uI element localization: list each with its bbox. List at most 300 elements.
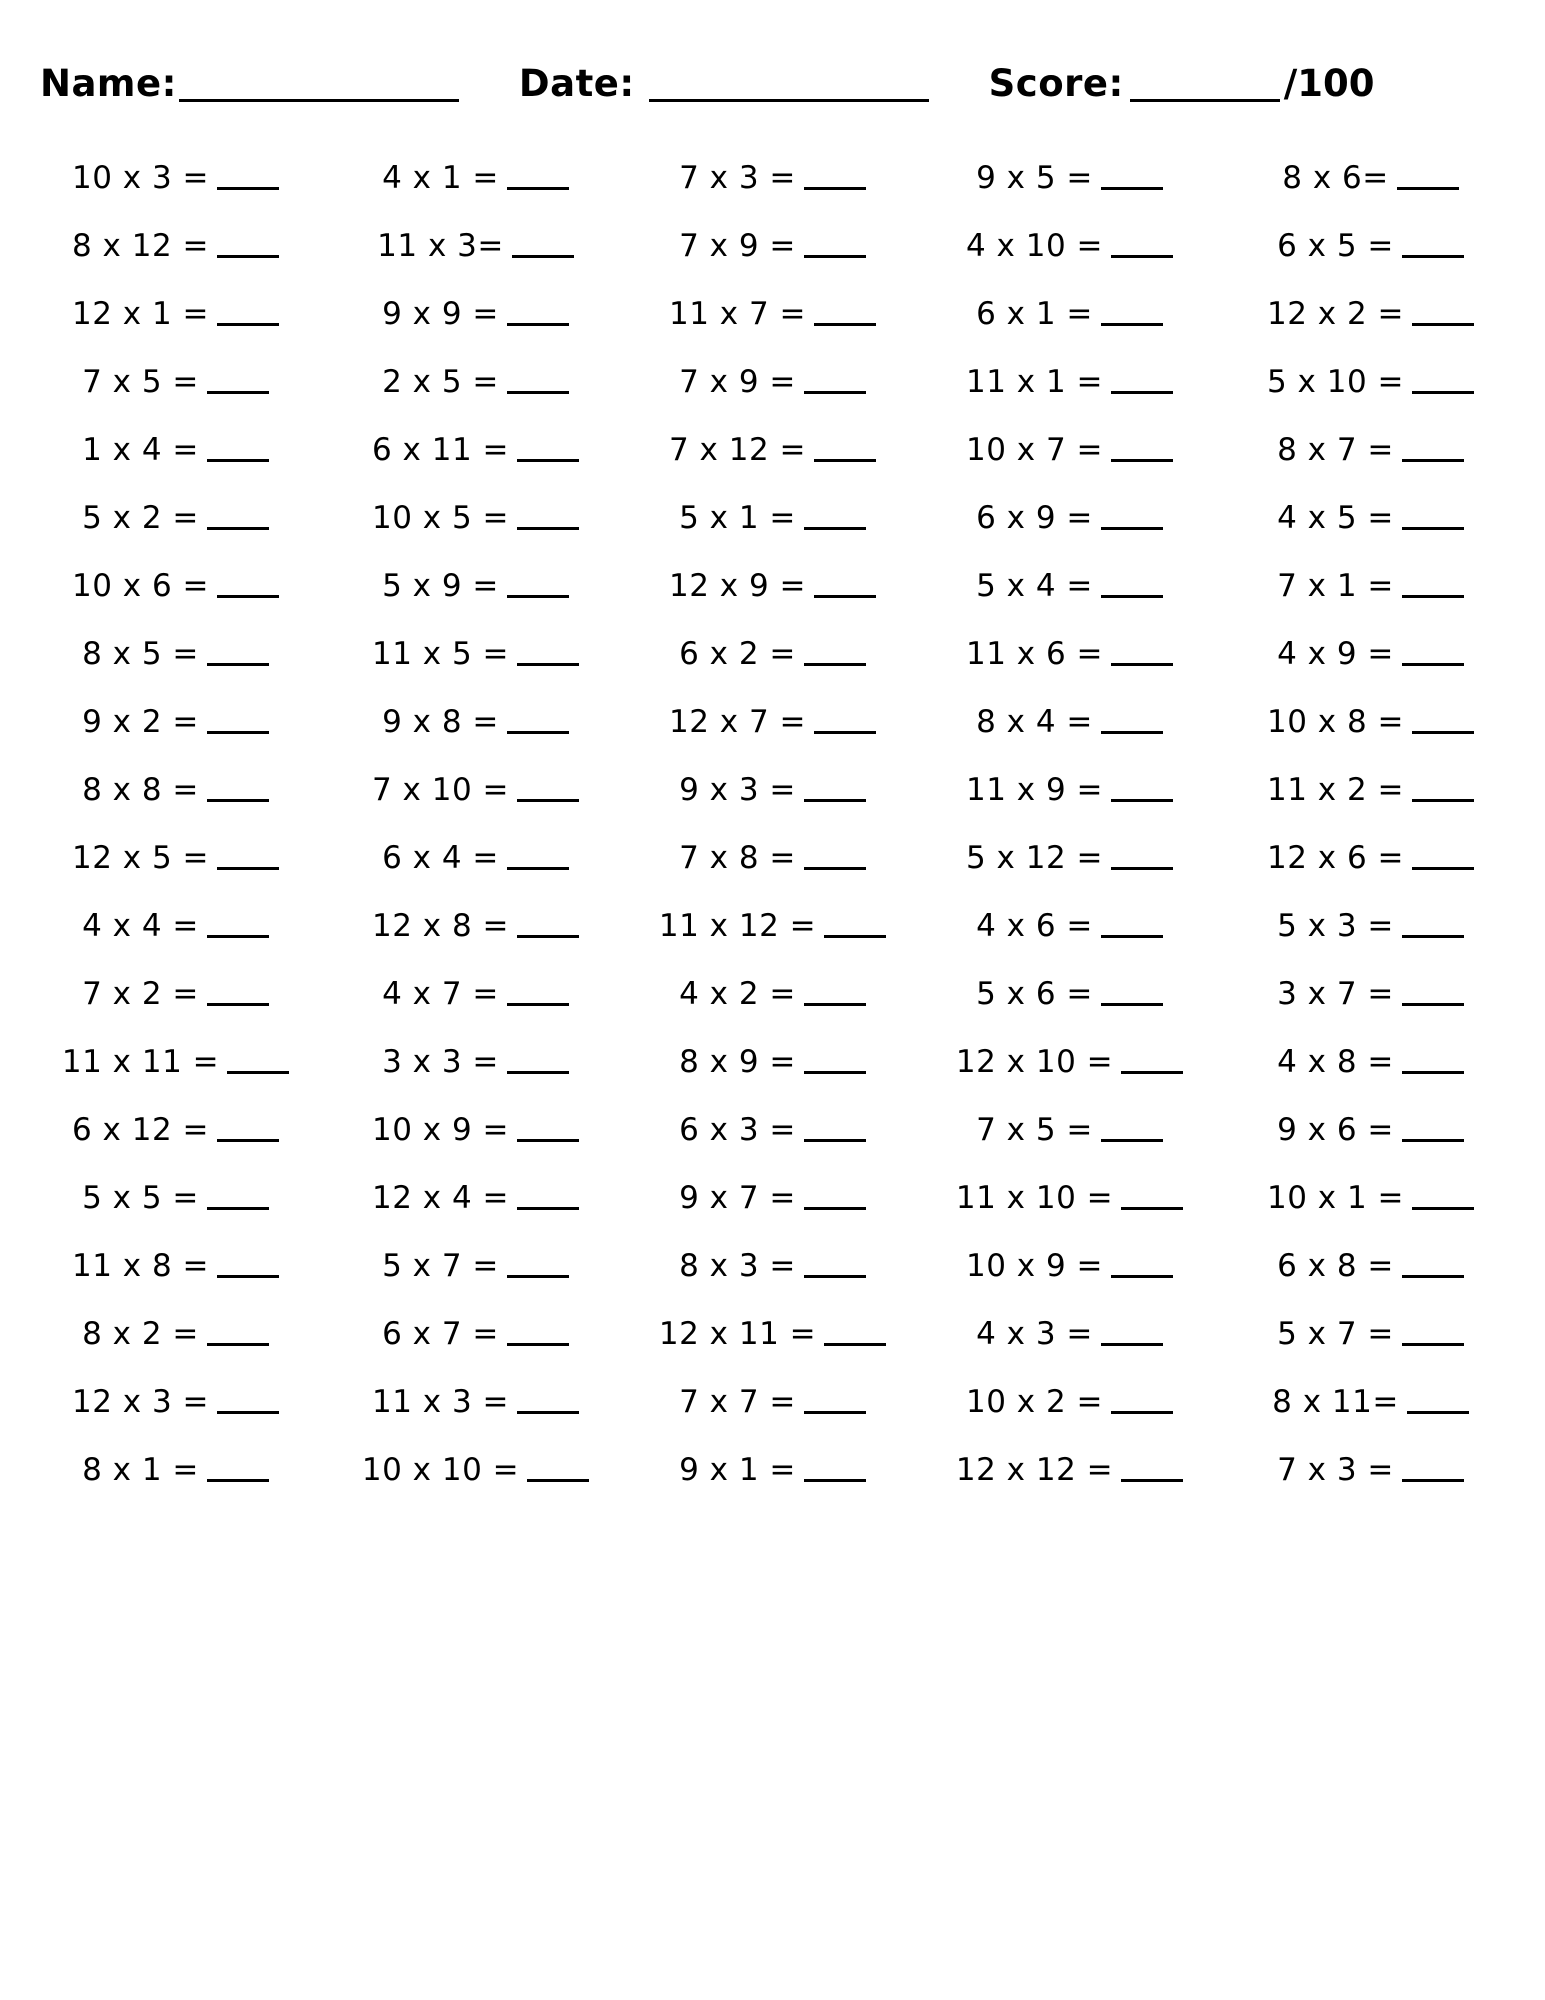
problem-expression: 4 x 10 =	[965, 227, 1104, 264]
answer-blank[interactable]	[1121, 1459, 1183, 1482]
problem-cell	[921, 1436, 1218, 1504]
answer-blank[interactable]	[804, 167, 866, 190]
answer-blank[interactable]	[512, 235, 574, 258]
name-label: Name:	[40, 62, 177, 105]
answer-blank[interactable]	[507, 983, 569, 1006]
problem-cell	[327, 1096, 624, 1164]
date-field[interactable]	[518, 62, 929, 105]
problem-cell	[1218, 1368, 1515, 1436]
answer-blank[interactable]	[507, 371, 569, 394]
answer-blank[interactable]	[217, 235, 279, 258]
answer-blank[interactable]	[207, 1187, 269, 1210]
problem-expression: 4 x 8 =	[1277, 1043, 1394, 1080]
problem-cell	[327, 892, 624, 960]
score-input-line[interactable]	[1130, 65, 1280, 102]
answer-blank[interactable]	[1111, 1391, 1173, 1414]
problem-expression: 10 x 2 =	[965, 1383, 1104, 1420]
answer-blank[interactable]	[507, 847, 569, 870]
problem-expression: 7 x 9 =	[679, 363, 796, 400]
problem-cell	[30, 416, 327, 484]
problem-cell	[921, 960, 1218, 1028]
problem-expression: 10 x 9 =	[371, 1111, 510, 1148]
problem-expression: 4 x 5 =	[1277, 499, 1394, 536]
problem-expression: 12 x 1 =	[71, 295, 210, 332]
problem-cell	[624, 1096, 921, 1164]
problem-cell	[624, 1368, 921, 1436]
problem-expression: 8 x 1 =	[82, 1451, 199, 1488]
answer-blank[interactable]	[507, 1323, 569, 1346]
problem-expression: 8 x 9 =	[679, 1043, 796, 1080]
answer-blank[interactable]	[1412, 847, 1474, 870]
answer-blank[interactable]	[1402, 915, 1464, 938]
problem-cell	[30, 144, 327, 212]
answer-blank[interactable]	[207, 711, 269, 734]
problem-cell	[921, 688, 1218, 756]
problem-expression: 8 x 8 =	[82, 771, 199, 808]
problem-cell	[1218, 1300, 1515, 1368]
answer-blank[interactable]	[804, 1051, 866, 1074]
answer-blank[interactable]	[217, 575, 279, 598]
problem-cell	[624, 688, 921, 756]
problem-expression: 5 x 9 =	[382, 567, 499, 604]
answer-blank[interactable]	[1111, 1255, 1173, 1278]
problem-cell	[624, 824, 921, 892]
answer-blank[interactable]	[804, 1459, 866, 1482]
answer-blank[interactable]	[207, 439, 269, 462]
answer-blank[interactable]	[804, 1119, 866, 1142]
answer-blank[interactable]	[517, 915, 579, 938]
problem-expression: 11 x 9 =	[965, 771, 1104, 808]
problem-expression: 11 x 1 =	[965, 363, 1104, 400]
problem-expression: 10 x 5 =	[371, 499, 510, 536]
answer-blank[interactable]	[804, 847, 866, 870]
answer-blank[interactable]	[507, 711, 569, 734]
score-field[interactable]	[988, 62, 1375, 105]
problem-expression: 7 x 5 =	[976, 1111, 1093, 1148]
problem-expression: 7 x 8 =	[679, 839, 796, 876]
problem-cell	[30, 1368, 327, 1436]
problem-cell	[30, 1164, 327, 1232]
score-label: Score:	[988, 62, 1124, 105]
answer-blank[interactable]	[207, 643, 269, 666]
answer-blank[interactable]	[207, 371, 269, 394]
problem-expression: 4 x 4 =	[82, 907, 199, 944]
problem-expression: 5 x 4 =	[976, 567, 1093, 604]
problem-cell	[624, 416, 921, 484]
problem-expression: 12 x 4 =	[371, 1179, 510, 1216]
answer-blank[interactable]	[1412, 371, 1474, 394]
problem-expression: 10 x 8 =	[1266, 703, 1405, 740]
answer-blank[interactable]	[1402, 1459, 1464, 1482]
answer-blank[interactable]	[207, 779, 269, 802]
answer-blank[interactable]	[1412, 1187, 1474, 1210]
answer-blank[interactable]	[804, 983, 866, 1006]
problem-expression: 9 x 9 =	[382, 295, 499, 332]
problem-cell	[327, 824, 624, 892]
problem-expression: 4 x 2 =	[679, 975, 796, 1012]
problem-expression: 8 x 6=	[1282, 159, 1389, 196]
answer-blank[interactable]	[217, 847, 279, 870]
answer-blank[interactable]	[1101, 575, 1163, 598]
problem-expression: 9 x 1 =	[679, 1451, 796, 1488]
answer-blank[interactable]	[217, 1391, 279, 1414]
answer-blank[interactable]	[207, 1323, 269, 1346]
problem-expression: 9 x 5 =	[976, 159, 1093, 196]
problem-cell	[327, 280, 624, 348]
answer-blank[interactable]	[1111, 235, 1173, 258]
answer-blank[interactable]	[507, 1051, 569, 1074]
answer-blank[interactable]	[1402, 575, 1464, 598]
problem-expression: 5 x 3 =	[1277, 907, 1394, 944]
answer-blank[interactable]	[1402, 235, 1464, 258]
problem-expression: 6 x 4 =	[382, 839, 499, 876]
answer-blank[interactable]	[207, 915, 269, 938]
problem-expression: 5 x 10 =	[1266, 363, 1405, 400]
answer-blank[interactable]	[217, 303, 279, 326]
problem-cell	[624, 1436, 921, 1504]
answer-blank[interactable]	[1412, 711, 1474, 734]
answer-blank[interactable]	[207, 1459, 269, 1482]
answer-blank[interactable]	[804, 1391, 866, 1414]
problem-cell	[30, 960, 327, 1028]
problem-expression: 8 x 12 =	[71, 227, 210, 264]
problem-expression: 4 x 9 =	[1277, 635, 1394, 672]
answer-blank[interactable]	[507, 303, 569, 326]
problem-expression: 8 x 3 =	[679, 1247, 796, 1284]
problem-cell	[30, 688, 327, 756]
answer-blank[interactable]	[1402, 507, 1464, 530]
problem-cell	[624, 552, 921, 620]
answer-blank[interactable]	[517, 507, 579, 530]
problem-expression: 11 x 12 =	[658, 907, 817, 944]
problem-expression: 11 x 3=	[377, 227, 504, 264]
answer-blank[interactable]	[1407, 1391, 1469, 1414]
problem-cell	[921, 1164, 1218, 1232]
problem-expression: 9 x 3 =	[679, 771, 796, 808]
answer-blank[interactable]	[1402, 983, 1464, 1006]
problem-expression: 10 x 9 =	[965, 1247, 1104, 1284]
answer-blank[interactable]	[217, 1255, 279, 1278]
problem-expression: 8 x 2 =	[82, 1315, 199, 1352]
problem-cell	[624, 1232, 921, 1300]
problem-expression: 8 x 4 =	[976, 703, 1093, 740]
problem-expression: 7 x 12 =	[668, 431, 807, 468]
problem-expression: 12 x 8 =	[371, 907, 510, 944]
answer-blank[interactable]	[1121, 1051, 1183, 1074]
answer-blank[interactable]	[814, 575, 876, 598]
problem-cell	[327, 960, 624, 1028]
problem-cell	[30, 280, 327, 348]
answer-blank[interactable]	[527, 1459, 589, 1482]
problem-expression: 12 x 10 =	[955, 1043, 1114, 1080]
answer-blank[interactable]	[217, 1119, 279, 1142]
date-input-line[interactable]	[649, 65, 929, 102]
problem-expression: 5 x 1 =	[679, 499, 796, 536]
answer-blank[interactable]	[507, 1255, 569, 1278]
problem-expression: 4 x 6 =	[976, 907, 1093, 944]
problem-expression: 10 x 3 =	[71, 159, 210, 196]
answer-blank[interactable]	[1111, 439, 1173, 462]
problem-expression: 5 x 7 =	[1277, 1315, 1394, 1352]
problem-cell	[624, 212, 921, 280]
problem-expression: 6 x 9 =	[976, 499, 1093, 536]
problem-cell	[1218, 688, 1515, 756]
problem-cell	[1218, 1436, 1515, 1504]
answer-blank[interactable]	[1101, 303, 1163, 326]
problem-cell	[921, 1096, 1218, 1164]
problem-expression: 11 x 6 =	[965, 635, 1104, 672]
problem-cell	[1218, 484, 1515, 552]
problem-cell	[327, 1436, 624, 1504]
problem-cell	[327, 416, 624, 484]
problem-cell	[1218, 892, 1515, 960]
answer-blank[interactable]	[804, 371, 866, 394]
answer-blank[interactable]	[1101, 915, 1163, 938]
problem-expression: 6 x 5 =	[1277, 227, 1394, 264]
answer-blank[interactable]	[517, 779, 579, 802]
problem-cell	[921, 756, 1218, 824]
answer-blank[interactable]	[1402, 1255, 1464, 1278]
problem-expression: 12 x 11 =	[658, 1315, 817, 1352]
problem-cell	[624, 484, 921, 552]
problem-cell	[327, 1164, 624, 1232]
answer-blank[interactable]	[824, 1323, 886, 1346]
problem-cell	[30, 756, 327, 824]
answer-blank[interactable]	[1101, 1323, 1163, 1346]
problem-cell	[1218, 280, 1515, 348]
worksheet-header	[30, 22, 1515, 105]
problem-expression: 2 x 5 =	[382, 363, 499, 400]
problem-cell	[1218, 348, 1515, 416]
problem-cell	[327, 1028, 624, 1096]
answer-blank[interactable]	[804, 507, 866, 530]
problem-expression: 12 x 7 =	[668, 703, 807, 740]
answer-blank[interactable]	[517, 643, 579, 666]
problem-cell	[921, 416, 1218, 484]
problem-cell	[1218, 756, 1515, 824]
problem-cell	[30, 824, 327, 892]
problem-expression: 8 x 5 =	[82, 635, 199, 672]
name-input-line[interactable]	[179, 65, 459, 102]
problem-expression: 9 x 6 =	[1277, 1111, 1394, 1148]
problem-cell	[921, 1232, 1218, 1300]
answer-blank[interactable]	[517, 1187, 579, 1210]
problem-cell	[30, 212, 327, 280]
problem-expression: 9 x 7 =	[679, 1179, 796, 1216]
answer-blank[interactable]	[507, 167, 569, 190]
answer-blank[interactable]	[207, 507, 269, 530]
problem-cell	[327, 620, 624, 688]
answer-blank[interactable]	[814, 711, 876, 734]
problem-expression: 4 x 3 =	[976, 1315, 1093, 1352]
problem-expression: 8 x 11=	[1272, 1383, 1399, 1420]
problem-cell	[1218, 824, 1515, 892]
answer-blank[interactable]	[814, 439, 876, 462]
answer-blank[interactable]	[1101, 983, 1163, 1006]
problem-cell	[624, 280, 921, 348]
problem-expression: 12 x 9 =	[668, 567, 807, 604]
problem-cell	[921, 552, 1218, 620]
problem-expression: 10 x 7 =	[965, 431, 1104, 468]
problem-cell	[1218, 1232, 1515, 1300]
problem-expression: 7 x 3 =	[679, 159, 796, 196]
problem-cell	[30, 892, 327, 960]
answer-blank[interactable]	[1121, 1187, 1183, 1210]
answer-blank[interactable]	[804, 1187, 866, 1210]
problem-cell	[624, 348, 921, 416]
answer-blank[interactable]	[217, 167, 279, 190]
answer-blank[interactable]	[804, 1255, 866, 1278]
problem-expression: 11 x 11 =	[61, 1043, 220, 1080]
answer-blank[interactable]	[1111, 847, 1173, 870]
problem-expression: 5 x 5 =	[82, 1179, 199, 1216]
problem-expression: 11 x 2 =	[1266, 771, 1405, 808]
problem-expression: 4 x 1 =	[382, 159, 499, 196]
problem-expression: 5 x 7 =	[382, 1247, 499, 1284]
problem-expression: 10 x 10 =	[361, 1451, 520, 1488]
problem-cell	[30, 348, 327, 416]
problem-cell	[327, 212, 624, 280]
problem-expression: 6 x 11 =	[371, 431, 510, 468]
problem-cell	[1218, 212, 1515, 280]
answer-blank[interactable]	[1111, 643, 1173, 666]
problem-cell	[327, 1232, 624, 1300]
answer-blank[interactable]	[1402, 1119, 1464, 1142]
problem-expression: 6 x 3 =	[679, 1111, 796, 1148]
answer-blank[interactable]	[804, 779, 866, 802]
problem-cell	[30, 1300, 327, 1368]
score-total-label: /100	[1283, 62, 1375, 105]
problem-expression: 6 x 2 =	[679, 635, 796, 672]
problem-cell	[30, 1028, 327, 1096]
problem-expression: 11 x 10 =	[955, 1179, 1114, 1216]
answer-blank[interactable]	[1402, 439, 1464, 462]
answer-blank[interactable]	[207, 983, 269, 1006]
problem-expression: 5 x 12 =	[965, 839, 1104, 876]
problem-cell	[1218, 960, 1515, 1028]
problem-cell	[921, 348, 1218, 416]
answer-blank[interactable]	[1101, 711, 1163, 734]
answer-blank[interactable]	[804, 643, 866, 666]
name-field[interactable]	[40, 62, 459, 105]
answer-blank[interactable]	[804, 235, 866, 258]
problem-cell	[921, 1368, 1218, 1436]
problem-expression: 7 x 10 =	[371, 771, 510, 808]
problem-cell	[327, 688, 624, 756]
problem-expression: 6 x 12 =	[71, 1111, 210, 1148]
problem-cell	[30, 1096, 327, 1164]
problem-cell	[30, 620, 327, 688]
problem-cell	[921, 484, 1218, 552]
problem-expression: 7 x 1 =	[1277, 567, 1394, 604]
problem-expression: 10 x 6 =	[71, 567, 210, 604]
problem-expression: 5 x 6 =	[976, 975, 1093, 1012]
date-label: Date:	[518, 62, 635, 105]
problem-cell	[327, 348, 624, 416]
problem-expression: 11 x 3 =	[371, 1383, 510, 1420]
problem-expression: 6 x 8 =	[1277, 1247, 1394, 1284]
problem-expression: 5 x 2 =	[82, 499, 199, 536]
problem-expression: 11 x 5 =	[371, 635, 510, 672]
problem-expression: 12 x 6 =	[1266, 839, 1405, 876]
problem-cell	[327, 552, 624, 620]
problem-expression: 12 x 2 =	[1266, 295, 1405, 332]
answer-blank[interactable]	[1402, 1051, 1464, 1074]
problem-cell	[1218, 1164, 1515, 1232]
answer-blank[interactable]	[1101, 167, 1163, 190]
problem-cell	[1218, 1028, 1515, 1096]
problem-cell	[624, 1164, 921, 1232]
answer-blank[interactable]	[1111, 371, 1173, 394]
problem-expression: 7 x 5 =	[82, 363, 199, 400]
problem-cell	[30, 552, 327, 620]
problem-expression: 7 x 9 =	[679, 227, 796, 264]
answer-blank[interactable]	[1101, 1119, 1163, 1142]
problem-expression: 7 x 2 =	[82, 975, 199, 1012]
problem-expression: 7 x 3 =	[1277, 1451, 1394, 1488]
problem-cell	[327, 1300, 624, 1368]
problem-expression: 9 x 2 =	[82, 703, 199, 740]
problem-cell	[921, 892, 1218, 960]
problem-expression: 11 x 8 =	[71, 1247, 210, 1284]
answer-blank[interactable]	[1412, 779, 1474, 802]
problem-cell	[624, 1300, 921, 1368]
problem-cell	[1218, 416, 1515, 484]
answer-blank[interactable]	[507, 575, 569, 598]
problem-cell	[921, 212, 1218, 280]
problem-expression: 10 x 1 =	[1266, 1179, 1405, 1216]
problem-cell	[1218, 144, 1515, 212]
problem-cell	[921, 1028, 1218, 1096]
problem-expression: 3 x 7 =	[1277, 975, 1394, 1012]
problem-cell	[1218, 1096, 1515, 1164]
problem-expression: 6 x 1 =	[976, 295, 1093, 332]
problem-cell	[921, 280, 1218, 348]
problem-cell	[921, 1300, 1218, 1368]
answer-blank[interactable]	[1397, 167, 1459, 190]
answer-blank[interactable]	[1101, 507, 1163, 530]
problem-expression: 9 x 8 =	[382, 703, 499, 740]
problem-cell	[327, 756, 624, 824]
answer-blank[interactable]	[1402, 643, 1464, 666]
answer-blank[interactable]	[814, 303, 876, 326]
problem-cell	[624, 144, 921, 212]
answer-blank[interactable]	[1402, 1323, 1464, 1346]
problem-cell	[327, 484, 624, 552]
answer-blank[interactable]	[1412, 303, 1474, 326]
answer-blank[interactable]	[517, 1391, 579, 1414]
problem-cell	[921, 824, 1218, 892]
problem-expression: 4 x 7 =	[382, 975, 499, 1012]
answer-blank[interactable]	[1111, 779, 1173, 802]
problem-cell	[1218, 620, 1515, 688]
answer-blank[interactable]	[517, 1119, 579, 1142]
problem-expression: 1 x 4 =	[82, 431, 199, 468]
problem-cell	[624, 756, 921, 824]
problem-expression: 7 x 7 =	[679, 1383, 796, 1420]
problem-expression: 6 x 7 =	[382, 1315, 499, 1352]
answer-blank[interactable]	[227, 1051, 289, 1074]
problem-cell	[624, 960, 921, 1028]
problem-expression: 12 x 5 =	[71, 839, 210, 876]
problem-expression: 8 x 7 =	[1277, 431, 1394, 468]
answer-blank[interactable]	[517, 439, 579, 462]
answer-blank[interactable]	[824, 915, 886, 938]
problem-cell	[624, 1028, 921, 1096]
problem-cell	[624, 620, 921, 688]
problem-cell	[624, 892, 921, 960]
problem-expression: 12 x 12 =	[955, 1451, 1114, 1488]
